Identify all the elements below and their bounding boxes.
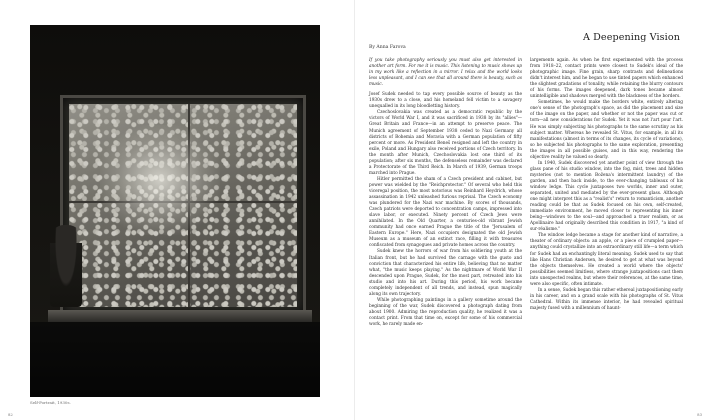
photo-floor [30,322,320,397]
page-number-right: 83 [697,412,702,417]
paragraph: In a sense, Sudek began this rather ethereal juxtapositioning early in his career, and on a grand scale with his photographs of St. Vitus Cathedral. Within its immense interior, he had revealed spiritual majesty fused with a millennium of haunt- [530,287,683,311]
photograph [30,25,320,397]
paragraph: Czechoslovakia was created as a democratic republic by the victors of World War I, and it was sacrificed in 1938 by its "allies"—Great Britain and France—in an attempt to preserve peace. The Munich agreement of September 1938 ceded to Nazi Germany all districts of Bohemia and Moravia with a German population of fifty percent or more. As President Beneš resigned and left the country in exile, Poland and Hungary also received portions of Czech territory. In the month after Munich, Czechoslovakia lost one third of its population; after six months, the defenseless remainder was declared a Protectorate of the Third Reich. In March of 1939, German troops marched into Prague. [369,110,522,176]
photographer-silhouette [50,225,82,307]
paragraph: Hitler permitted the sham of a Czech president and cabinet, but power was wielded by the "Reichprotector." Of several who held this viceregal position, the most notorious was Reinhard Heydrich, whose assassination in 1942 unleashed furious reprisal. The Czech economy was plundered for the Nazi war machine. By scores of thousands, Czech patriots were deported to concentration camps, impressed into slave labor, or executed. Ninety percent of Czech Jews were annihilated. In the Old Quarter, a centuries-old vibrant Jewish community had once earned Prague the title of the "Jerusalem of Eastern Europe." Here, Nazi occupiers designated the old Jewish Museum as a museum of an extinct race, filling it with treasures confiscated from synagogues and private homes across the country. [369,176,522,249]
paragraph: While photographing paintings in a gallery sometime around the beginning of the war, Sudek discovered a photograph dating from about 1900. Admiring the reproduction quality, he realized it was a contact print. From that time on, except for some of his commercial work, he rarely made en- [369,297,522,328]
paragraph: Sudek knew the horrors of war from his soldiering youth at the Italian front, but he had survived the carnage with the gusto and conviction that characterized his entire life, believing that no matter what, "the music keeps playing." As the nightmare of World War II descended upon Prague, Sudek, for the most part, retreated into his studio and into his art. During this period, his work became completely independent of all trends, and instead, spun magically along its own trajectory. [369,249,522,297]
paragraph: In 1940, Sudek discovered yet another point of view through the glass pane of his studio window, into the fog, mist, trees and hidden mysteries (not to mention Božena's intermittent laundry) of the garden, and then back inside, to the ever-changing tableaux of his window ledge. This cycle juxtaposes two worlds, inner and outer, separated, united and mediated by the ever-present glass. Although one might interpret this as a "realist's" return to romanticism, another reading could be that as Sudek focused on his own, self-created, immediate environment, he moved closer to representing his inner being—windows to the soul—and approached a truer realism, or as Apollinaire had originally described this condition in 1917, "a kind of sur-réalisme." [530,160,683,233]
epigraph: If you take photography seriously you must also get interested in another art form. For me it is music. This listening to music shows up in my work like a reflection in a mirror. I relax and the world looks less unpleasant, and I can see that all around there is beauty, such as music. [369,58,522,88]
byline: By Anna Farova [369,45,406,50]
window-sill [48,310,312,322]
text-column-left [369,58,522,406]
right-page [355,0,710,420]
photo-caption: Self-Portrait, 1930s. [30,400,71,405]
paragraph: largements again. As when he first experimented with the process from 1918–22, contact prints were closest to Sudek's ideal of the photographic image. Fine grain, sharp contrasts and delineations didn't interest him, and he began to use tinted papers which enhanced the slightest gradations of tonality, while retaining the blurry contours of his forms. The images deepened, dark tones became almost unintelligible and shadows merged with the blackness of the borders. [530,58,683,100]
paragraph: Sometimes, he would make the borders white, entirely altering one's sense of the photograph's space, as did the placement and size of the image on the paper, and whether or not the paper was cut or torn—all new considerations for Sudek. Yet it was not l'art pour l'art. He was simply subjecting his photographs to the same scrutiny as his subject matter. Whereas he revealed St. Vitus, for example, in all its manifestations (almost in terms of its changes, its cycle of variations), so he subjected his photographs to the same exploration, presenting the images in all possible guises, and in this way, rendering the objective reality he valued so dearly. [530,100,683,160]
paragraph: The window ledge became a stage for another kind of narrative, a theater of ordinary objects: an apple, or a piece of crumpled paper—anything could crystallize into an extraordinary still life—a term which for Sudek had an enchantingly literal meaning. Sudek used to say that like Hans Christian Andersen, he desired to get at what was beyond the objects themselves. He created a world where the objects' possibilities seemed limitless, where strange juxtapositions cast them into unexpected realms, but where their references, at the same time, were also specific, often intimate. [530,233,683,287]
text-column-right [530,58,683,406]
window-light [100,125,220,235]
article-title: A Deepening Vision [582,32,680,43]
paragraph: Josef Sudek needed to tap every possible source of beauty as the 1930s drew to a close, and his homeland fell victim to a savagery unequalled in its long bloodletting history. [369,92,522,110]
page-number-left: 82 [8,412,13,417]
